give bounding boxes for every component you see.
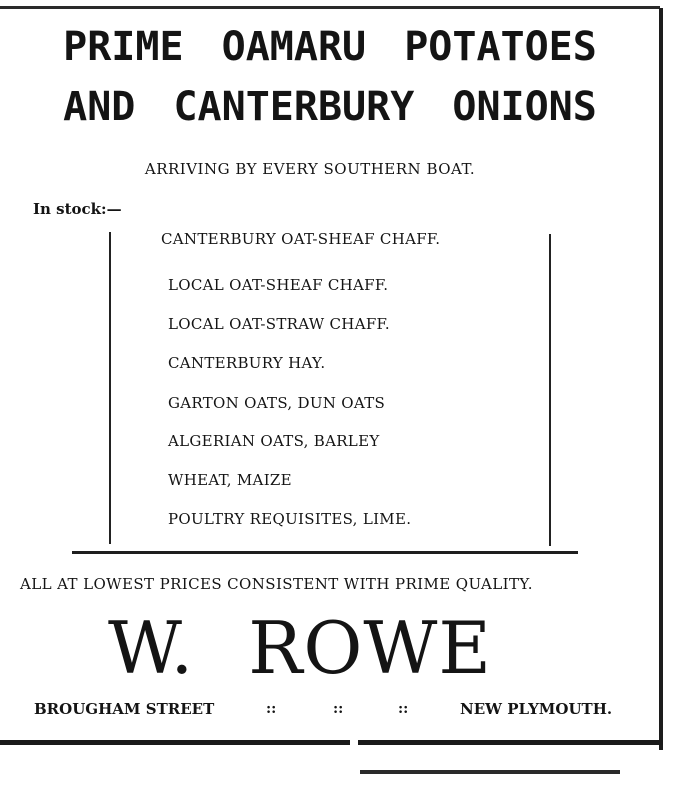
stock-item: GARTON OATS, DUN OATS: [168, 394, 386, 412]
separator-dots: ::: [398, 701, 409, 717]
street-address: BROUGHAM STREET: [34, 700, 215, 718]
stock-item: POULTRY REQUISITES, LIME.: [168, 510, 412, 528]
column-base-rule: [360, 770, 620, 774]
top-border-rule: [0, 6, 660, 9]
divider-rule: [72, 551, 578, 554]
stock-item: ALGERIAN OATS, BARLEY: [168, 432, 380, 450]
stock-item: CANTERBURY OAT-SHEAF CHAFF.: [161, 230, 441, 248]
stock-item: WHEAT, MAIZE: [168, 471, 292, 489]
stock-box-left-rule: [109, 232, 111, 544]
town-name: NEW PLYMOUTH.: [460, 700, 613, 718]
bottom-border-rule-left: [0, 740, 350, 745]
stock-item: LOCAL OAT-STRAW CHAFF.: [168, 315, 390, 333]
separator-dots: ::: [333, 701, 344, 717]
merchant-name: W. ROWE: [108, 606, 492, 690]
prices-statement: ALL AT LOWEST PRICES CONSISTENT WITH PRIME QUALITY.: [20, 575, 533, 593]
stock-box-right-rule: [549, 234, 551, 546]
stock-item: LOCAL OAT-SHEAF CHAFF.: [168, 276, 389, 294]
subheading: ARRIVING BY EVERY SOUTHERN BOAT.: [144, 160, 476, 178]
headline-line-1: PRIME OAMARU POTATOES: [63, 24, 597, 70]
headline-line-2: AND CANTERBURY ONIONS: [63, 84, 597, 130]
in-stock-label: In stock:—: [33, 200, 122, 218]
separator-dots: ::: [266, 701, 277, 717]
bottom-border-rule-right: [358, 740, 663, 745]
stock-item: CANTERBURY HAY.: [168, 354, 326, 372]
